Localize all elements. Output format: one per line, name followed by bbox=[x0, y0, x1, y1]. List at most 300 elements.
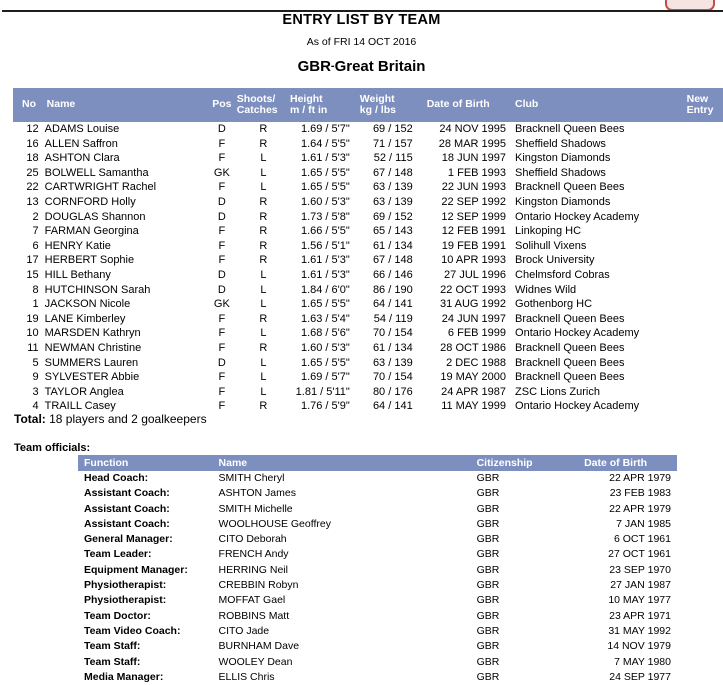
official-cell-dob: 31 MAY 1992 bbox=[608, 624, 671, 637]
official-cell-citizenship: GBR bbox=[476, 472, 500, 484]
player-cell-name: HILL Bethany bbox=[44, 268, 111, 281]
player-cell-club: Kingston Diamonds bbox=[515, 195, 611, 208]
player-cell-weight: 71 / 157 bbox=[372, 137, 413, 150]
player-cell-club: Sheffield Shadows bbox=[515, 137, 606, 150]
player-cell-sc: L bbox=[260, 152, 267, 165]
player-cell-dob: 6 FEB 1999 bbox=[447, 327, 507, 340]
official-cell-dob: 24 SEP 1977 bbox=[609, 670, 671, 683]
official-cell-citizenship: GBR bbox=[476, 655, 500, 668]
player-row[interactable] bbox=[13, 180, 723, 195]
officials-table bbox=[78, 455, 677, 685]
player-cell-club: Ontario Hockey Academy bbox=[515, 327, 640, 340]
player-row[interactable] bbox=[13, 268, 723, 283]
official-cell-dob: 14 NOV 1979 bbox=[607, 640, 671, 653]
player-cell-sc: R bbox=[259, 195, 268, 208]
official-row[interactable] bbox=[78, 563, 677, 578]
official-cell-function: Team Doctor: bbox=[84, 609, 151, 622]
official-cell-name: FRENCH Andy bbox=[218, 548, 289, 561]
player-cell-new bbox=[687, 137, 723, 152]
player-cell-club: ZSC Lions Zurich bbox=[515, 385, 600, 398]
official-cell-citizenship: GBR bbox=[476, 533, 500, 546]
player-cell-weight: 69 / 152 bbox=[372, 210, 413, 223]
team-separator: - bbox=[330, 60, 335, 72]
player-cell-club: Kingston Diamonds bbox=[515, 152, 611, 165]
as-of-date: As of FRI 14 OCT 2016 bbox=[306, 36, 417, 48]
player-cell-height: 1.65 / 5'5" bbox=[300, 298, 350, 311]
player-cell-club: Solihull Vixens bbox=[515, 239, 587, 252]
player-cell-weight: 64 / 141 bbox=[372, 400, 413, 413]
player-cell-no: 1 bbox=[32, 298, 39, 311]
player-cell-name: DOUGLAS Shannon bbox=[44, 210, 146, 223]
player-cell-no: 9 bbox=[32, 371, 39, 384]
official-cell-name: ELLIS Chris bbox=[218, 670, 275, 683]
player-cell-dob: 12 SEP 1999 bbox=[441, 210, 507, 223]
official-row[interactable] bbox=[78, 609, 677, 624]
col-header-club[interactable]: Club bbox=[515, 88, 687, 122]
official-cell-citizenship: GBR bbox=[476, 594, 500, 607]
player-row[interactable] bbox=[13, 210, 723, 225]
player-cell-height: 1.76 / 5'9" bbox=[300, 400, 350, 413]
player-cell-pos: F bbox=[218, 225, 226, 238]
player-cell-height: 1.61 / 5'3" bbox=[300, 268, 350, 281]
player-cell-sc: R bbox=[259, 239, 268, 252]
player-cell-height: 1.81 / 5'11" bbox=[295, 385, 350, 398]
player-cell-height: 1.69 / 5'7" bbox=[300, 371, 350, 384]
player-cell-new bbox=[687, 385, 723, 400]
official-cell-citizenship: GBR bbox=[476, 624, 500, 637]
player-cell-pos: F bbox=[218, 385, 226, 398]
official-cell-dob: 23 SEP 1970 bbox=[609, 563, 671, 576]
official-cell-citizenship: GBR bbox=[476, 609, 500, 622]
player-cell-club: Widnes Wild bbox=[515, 283, 577, 296]
col-header-height[interactable] bbox=[290, 88, 360, 122]
player-cell-club: Bracknell Queen Bees bbox=[515, 356, 625, 369]
official-row[interactable] bbox=[78, 532, 677, 547]
player-cell-weight: 61 / 134 bbox=[372, 239, 413, 252]
player-cell-pos: GK bbox=[213, 166, 230, 179]
official-cell-name: ASHTON James bbox=[218, 487, 296, 500]
player-cell-height: 1.73 / 5'8" bbox=[300, 210, 350, 223]
player-row[interactable] bbox=[13, 195, 723, 210]
players-header-row bbox=[13, 88, 723, 122]
players-table-header bbox=[13, 88, 723, 122]
player-cell-name: FARMAN Georgina bbox=[44, 225, 139, 238]
player-cell-no: 2 bbox=[32, 210, 39, 223]
player-cell-name: BOLWELL Samantha bbox=[44, 166, 149, 179]
official-cell-dob: 6 OCT 1961 bbox=[613, 533, 671, 546]
player-row[interactable] bbox=[13, 166, 723, 181]
col-header-no[interactable]: No bbox=[13, 88, 45, 122]
player-cell-pos: D bbox=[217, 195, 226, 208]
player-cell-pos: F bbox=[218, 341, 226, 354]
player-cell-pos: F bbox=[218, 400, 226, 413]
official-cell-function: Head Coach: bbox=[84, 472, 149, 484]
player-cell-name: ALLEN Saffron bbox=[44, 137, 118, 150]
player-cell-pos: F bbox=[218, 312, 226, 325]
player-cell-weight: 67 / 148 bbox=[372, 254, 413, 267]
player-cell-club: Bracknell Queen Bees bbox=[515, 123, 625, 135]
player-cell-no: 22 bbox=[26, 181, 39, 194]
col-header-citizenship[interactable]: Citizenship bbox=[477, 455, 585, 471]
player-cell-name: CARTWRIGHT Rachel bbox=[44, 181, 157, 194]
player-cell-no: 18 bbox=[26, 152, 39, 165]
player-cell-name: HUTCHINSON Sarah bbox=[44, 283, 151, 296]
official-cell-name: SMITH Michelle bbox=[218, 502, 293, 515]
player-cell-pos: D bbox=[217, 268, 226, 281]
official-cell-dob: 10 MAY 1977 bbox=[608, 594, 671, 607]
player-cell-name: TRAILL Casey bbox=[44, 400, 116, 413]
player-cell-dob: 28 OCT 1986 bbox=[440, 341, 507, 354]
player-cell-dob: 28 MAR 1995 bbox=[438, 137, 507, 150]
player-row[interactable] bbox=[13, 326, 723, 341]
official-row[interactable] bbox=[78, 578, 677, 593]
official-cell-citizenship: GBR bbox=[476, 548, 500, 561]
player-cell-no: 25 bbox=[26, 166, 39, 179]
col-header-date-of-birth[interactable]: Date of Birth bbox=[427, 88, 515, 122]
player-cell-sc: R bbox=[259, 123, 268, 135]
player-cell-weight: 70 / 154 bbox=[372, 371, 413, 384]
official-cell-function: General Manager: bbox=[84, 533, 173, 546]
player-cell-name: HERBERT Sophie bbox=[44, 254, 135, 267]
player-cell-pos: GK bbox=[213, 298, 230, 311]
official-row[interactable] bbox=[78, 502, 677, 517]
player-cell-pos: F bbox=[218, 327, 226, 340]
col-header-new-line1: New bbox=[686, 92, 709, 105]
player-cell-weight: 63 / 139 bbox=[372, 195, 413, 208]
player-row[interactable] bbox=[13, 370, 723, 385]
player-cell-weight: 86 / 190 bbox=[372, 283, 413, 296]
player-cell-pos: F bbox=[218, 152, 226, 165]
player-cell-pos: D bbox=[217, 283, 226, 296]
player-cell-club: Ontario Hockey Academy bbox=[515, 210, 640, 223]
player-cell-pos: F bbox=[218, 254, 226, 267]
player-cell-no: 17 bbox=[26, 254, 39, 267]
player-cell-new bbox=[687, 341, 723, 356]
player-cell-height: 1.66 / 5'5" bbox=[300, 225, 350, 238]
official-cell-dob: 23 APR 1971 bbox=[609, 609, 671, 622]
player-cell-dob: 19 MAY 2000 bbox=[440, 371, 507, 384]
player-cell-new bbox=[687, 166, 723, 181]
player-cell-no: 11 bbox=[27, 341, 39, 354]
player-cell-sc: R bbox=[259, 341, 268, 354]
player-cell-sc: L bbox=[260, 371, 267, 384]
player-cell-dob: 10 APR 1993 bbox=[441, 254, 507, 267]
official-cell-function: Physiotherapist: bbox=[84, 594, 167, 607]
player-cell-dob: 11 MAY 1999 bbox=[441, 400, 507, 413]
player-cell-weight: 65 / 143 bbox=[372, 225, 413, 238]
official-cell-citizenship: GBR bbox=[476, 517, 500, 530]
player-cell-name: NEWMAN Christine bbox=[44, 341, 142, 354]
player-cell-name: ADAMS Louise bbox=[44, 123, 120, 135]
player-cell-club: Linkoping HC bbox=[515, 225, 582, 238]
player-cell-new bbox=[687, 151, 723, 166]
player-cell-pos: D bbox=[217, 356, 226, 369]
player-cell-height: 1.61 / 5'3" bbox=[300, 152, 350, 165]
player-cell-no: 13 bbox=[26, 195, 39, 208]
official-row[interactable] bbox=[78, 471, 677, 486]
official-cell-dob: 22 APR 1979 bbox=[609, 472, 671, 484]
official-cell-dob: 7 JAN 1985 bbox=[616, 517, 671, 530]
player-row[interactable] bbox=[13, 297, 723, 312]
official-cell-name: WOOLHOUSE Geoffrey bbox=[218, 517, 331, 530]
col-header-weight-line2: kg / lbs bbox=[359, 104, 396, 116]
player-cell-height: 1.68 / 5'6" bbox=[300, 327, 350, 340]
player-cell-no: 6 bbox=[32, 239, 39, 252]
player-cell-no: 16 bbox=[26, 137, 39, 150]
player-cell-new bbox=[687, 122, 723, 137]
player-cell-dob: 31 AUG 1992 bbox=[439, 298, 507, 311]
official-cell-name: SMITH Cheryl bbox=[218, 472, 285, 484]
player-cell-club: Bracknell Queen Bees bbox=[515, 312, 625, 325]
official-cell-function: Team Staff: bbox=[84, 655, 141, 668]
official-cell-dob: 22 APR 1979 bbox=[609, 502, 671, 515]
player-cell-dob: 24 NOV 1995 bbox=[439, 123, 507, 135]
official-cell-dob: 7 MAY 1980 bbox=[614, 655, 671, 668]
player-row[interactable] bbox=[13, 151, 723, 166]
official-cell-name: CITO Deborah bbox=[218, 533, 287, 546]
player-cell-weight: 63 / 139 bbox=[372, 181, 413, 194]
official-cell-dob: 27 JAN 1987 bbox=[610, 579, 671, 592]
player-cell-sc: L bbox=[260, 356, 267, 369]
player-cell-no: 3 bbox=[32, 385, 39, 398]
player-cell-new bbox=[687, 370, 723, 385]
player-cell-height: 1.65 / 5'5" bbox=[300, 356, 350, 369]
player-cell-name: LANE Kimberley bbox=[44, 312, 126, 325]
player-cell-dob: 1 FEB 1993 bbox=[447, 166, 507, 179]
player-cell-name: SUMMERS Lauren bbox=[44, 356, 139, 369]
team-code: GBR bbox=[297, 58, 331, 75]
player-row[interactable] bbox=[13, 239, 723, 254]
player-cell-new bbox=[687, 180, 723, 195]
player-row[interactable] bbox=[13, 122, 723, 137]
player-cell-sc: L bbox=[260, 268, 267, 281]
player-cell-new bbox=[687, 210, 723, 225]
player-cell-height: 1.63 / 5'4" bbox=[300, 312, 350, 325]
official-cell-citizenship: GBR bbox=[476, 563, 500, 576]
official-row[interactable] bbox=[78, 624, 677, 639]
player-cell-sc: R bbox=[259, 210, 268, 223]
player-cell-dob: 2 DEC 1988 bbox=[446, 356, 507, 369]
player-cell-height: 1.56 / 5'1" bbox=[300, 239, 350, 252]
player-cell-height: 1.65 / 5'5" bbox=[300, 166, 350, 179]
players-table-body bbox=[13, 122, 723, 414]
player-cell-dob: 22 OCT 1993 bbox=[440, 283, 507, 296]
official-cell-function: Assistant Coach: bbox=[84, 517, 170, 530]
official-cell-citizenship: GBR bbox=[476, 579, 500, 592]
page-title: ENTRY LIST BY TEAM bbox=[282, 12, 441, 28]
player-cell-sc: R bbox=[259, 312, 268, 325]
player-cell-weight: 67 / 148 bbox=[372, 166, 413, 179]
player-cell-height: 1.61 / 5'3" bbox=[300, 254, 350, 267]
officials-header-row bbox=[78, 455, 677, 471]
player-cell-sc: L bbox=[260, 385, 267, 398]
player-cell-weight: 63 / 139 bbox=[372, 356, 413, 369]
official-cell-function: Assistant Coach: bbox=[84, 502, 170, 515]
player-cell-no: 8 bbox=[32, 283, 39, 296]
player-cell-no: 10 bbox=[26, 327, 39, 340]
player-cell-dob: 22 JUN 1993 bbox=[441, 181, 507, 194]
team-name: Great Britain bbox=[334, 58, 426, 75]
player-cell-new bbox=[687, 312, 723, 327]
official-row[interactable] bbox=[78, 670, 677, 685]
official-cell-name: WOOLEY Dean bbox=[218, 655, 293, 668]
player-cell-weight: 70 / 154 bbox=[372, 327, 413, 340]
player-cell-weight: 61 / 134 bbox=[372, 341, 413, 354]
players-table bbox=[13, 88, 723, 414]
player-cell-no: 19 bbox=[26, 312, 39, 325]
official-cell-function: Assistant Coach: bbox=[84, 487, 170, 500]
official-row[interactable] bbox=[78, 547, 677, 562]
col-header-height-line1: Height bbox=[290, 92, 323, 105]
player-cell-club: Chelmsford Cobras bbox=[515, 268, 610, 281]
player-cell-dob: 19 FEB 1991 bbox=[441, 239, 507, 252]
player-cell-dob: 22 SEP 1992 bbox=[441, 195, 507, 208]
player-cell-new bbox=[687, 253, 723, 268]
official-cell-function: Team Video Coach: bbox=[84, 624, 181, 637]
player-row[interactable] bbox=[13, 356, 723, 371]
player-cell-sc: R bbox=[259, 254, 268, 267]
col-header-new-line2: Entry bbox=[686, 104, 714, 116]
player-cell-sc: R bbox=[259, 225, 268, 238]
player-cell-no: 4 bbox=[32, 400, 39, 413]
player-cell-club: Gothenborg HC bbox=[515, 298, 593, 311]
official-cell-citizenship: GBR bbox=[476, 670, 500, 683]
player-cell-weight: 80 / 176 bbox=[372, 385, 413, 398]
col-header-official-dob[interactable]: Date of Birth bbox=[584, 455, 677, 471]
official-cell-function: Team Leader: bbox=[84, 548, 152, 561]
player-cell-club: Ontario Hockey Academy bbox=[515, 400, 640, 413]
player-cell-sc: L bbox=[260, 298, 267, 311]
official-cell-function: Media Manager: bbox=[84, 670, 164, 683]
player-cell-dob: 27 JUL 1996 bbox=[444, 268, 507, 281]
player-cell-no: 5 bbox=[32, 356, 39, 369]
total-text: 18 players and 2 goalkeepers bbox=[49, 412, 207, 426]
official-cell-citizenship: GBR bbox=[476, 640, 500, 653]
player-cell-dob: 18 JUN 1997 bbox=[441, 152, 507, 165]
player-cell-height: 1.69 / 5'7" bbox=[300, 123, 350, 135]
col-header-new-entry[interactable] bbox=[687, 88, 723, 122]
player-row[interactable] bbox=[13, 137, 723, 152]
total-summary bbox=[14, 412, 207, 426]
player-cell-pos: D bbox=[217, 123, 226, 135]
official-cell-dob: 27 OCT 1961 bbox=[608, 548, 671, 561]
player-cell-height: 1.60 / 5'3" bbox=[300, 195, 350, 208]
player-cell-height: 1.65 / 5'5" bbox=[300, 181, 350, 194]
player-cell-pos: F bbox=[218, 181, 226, 194]
player-cell-height: 1.60 / 5'3" bbox=[300, 341, 350, 354]
player-cell-weight: 66 / 146 bbox=[372, 268, 413, 281]
player-row[interactable] bbox=[13, 385, 723, 400]
player-cell-dob: 12 FEB 1991 bbox=[441, 225, 507, 238]
player-cell-sc: L bbox=[260, 181, 267, 194]
player-cell-sc: L bbox=[260, 283, 267, 296]
player-cell-no: 15 bbox=[26, 268, 39, 281]
official-row[interactable] bbox=[78, 486, 677, 501]
player-cell-dob: 24 APR 1987 bbox=[441, 385, 507, 398]
player-cell-sc: R bbox=[259, 400, 268, 413]
official-row[interactable] bbox=[78, 517, 677, 532]
player-cell-sc: L bbox=[260, 166, 267, 179]
player-cell-dob: 24 JUN 1997 bbox=[441, 312, 507, 325]
player-cell-club: Bracknell Queen Bees bbox=[515, 371, 625, 384]
player-cell-no: 12 bbox=[26, 123, 39, 135]
col-header-shoots-line2: Catches bbox=[236, 104, 278, 116]
player-row[interactable] bbox=[13, 341, 723, 356]
player-cell-no: 7 bbox=[32, 225, 39, 238]
officials-table-body bbox=[78, 471, 677, 685]
official-row[interactable] bbox=[78, 655, 677, 670]
player-cell-name: ASHTON Clara bbox=[44, 152, 120, 165]
player-cell-club: Brock University bbox=[515, 254, 595, 267]
col-header-height-line2: m / ft in bbox=[290, 104, 328, 116]
player-cell-name: TAYLOR Anglea bbox=[44, 385, 124, 398]
player-cell-new bbox=[687, 399, 723, 414]
player-cell-weight: 52 / 115 bbox=[373, 152, 413, 165]
player-cell-weight: 54 / 119 bbox=[373, 312, 413, 325]
player-cell-name: CORNFORD Holly bbox=[44, 195, 136, 208]
player-cell-name: HENRY Katie bbox=[44, 239, 111, 252]
col-header-weight[interactable] bbox=[360, 88, 427, 122]
player-cell-club: Bracknell Queen Bees bbox=[515, 341, 625, 354]
player-row[interactable] bbox=[13, 283, 723, 298]
player-cell-pos: D bbox=[217, 210, 226, 223]
official-cell-name: CREBBIN Robyn bbox=[218, 579, 299, 592]
player-cell-pos: F bbox=[218, 239, 226, 252]
player-cell-new bbox=[687, 283, 723, 298]
player-cell-new bbox=[687, 195, 723, 210]
player-cell-height: 1.64 / 5'5" bbox=[300, 137, 350, 150]
player-cell-new bbox=[687, 239, 723, 254]
official-cell-name: ROBBINS Matt bbox=[218, 609, 290, 622]
player-cell-name: JACKSON Nicole bbox=[44, 298, 131, 311]
official-cell-name: MOFFAT Gael bbox=[218, 594, 286, 607]
player-cell-sc: R bbox=[259, 137, 268, 150]
col-header-function[interactable]: Function bbox=[78, 455, 219, 471]
player-row[interactable] bbox=[13, 224, 723, 239]
player-cell-height: 1.84 / 6'0" bbox=[300, 283, 350, 296]
player-row[interactable] bbox=[13, 312, 723, 327]
player-cell-weight: 69 / 152 bbox=[372, 123, 413, 135]
official-cell-citizenship: GBR bbox=[476, 487, 500, 500]
official-row[interactable] bbox=[78, 639, 677, 654]
team-heading bbox=[0, 58, 723, 75]
col-header-official-name[interactable]: Name bbox=[219, 455, 477, 471]
official-cell-function: Equipment Manager: bbox=[84, 563, 188, 576]
player-cell-new bbox=[687, 297, 723, 312]
player-cell-weight: 64 / 141 bbox=[372, 298, 413, 311]
col-header-shoots-line1: Shoots/ bbox=[236, 92, 276, 105]
player-cell-new bbox=[687, 224, 723, 239]
official-cell-function: Physiotherapist: bbox=[84, 579, 167, 592]
official-row[interactable] bbox=[78, 593, 677, 608]
player-cell-club: Bracknell Queen Bees bbox=[515, 181, 625, 194]
col-header-pos[interactable]: Pos bbox=[207, 88, 237, 122]
total-label: Total: bbox=[14, 412, 46, 426]
col-header-name[interactable]: Name bbox=[45, 88, 207, 122]
col-header-shoots-catches[interactable] bbox=[237, 88, 290, 122]
officials-table-header bbox=[78, 455, 677, 471]
official-cell-name: BURNHAM Dave bbox=[218, 640, 300, 653]
player-cell-sc: L bbox=[260, 327, 267, 340]
official-cell-citizenship: GBR bbox=[476, 502, 500, 515]
player-row[interactable] bbox=[13, 253, 723, 268]
player-cell-new bbox=[687, 326, 723, 341]
player-cell-pos: F bbox=[218, 371, 226, 384]
col-header-weight-line1: Weight bbox=[359, 92, 395, 105]
player-cell-name: SYLVESTER Abbie bbox=[44, 371, 140, 384]
player-cell-club: Sheffield Shadows bbox=[515, 166, 606, 179]
player-cell-new bbox=[687, 356, 723, 371]
